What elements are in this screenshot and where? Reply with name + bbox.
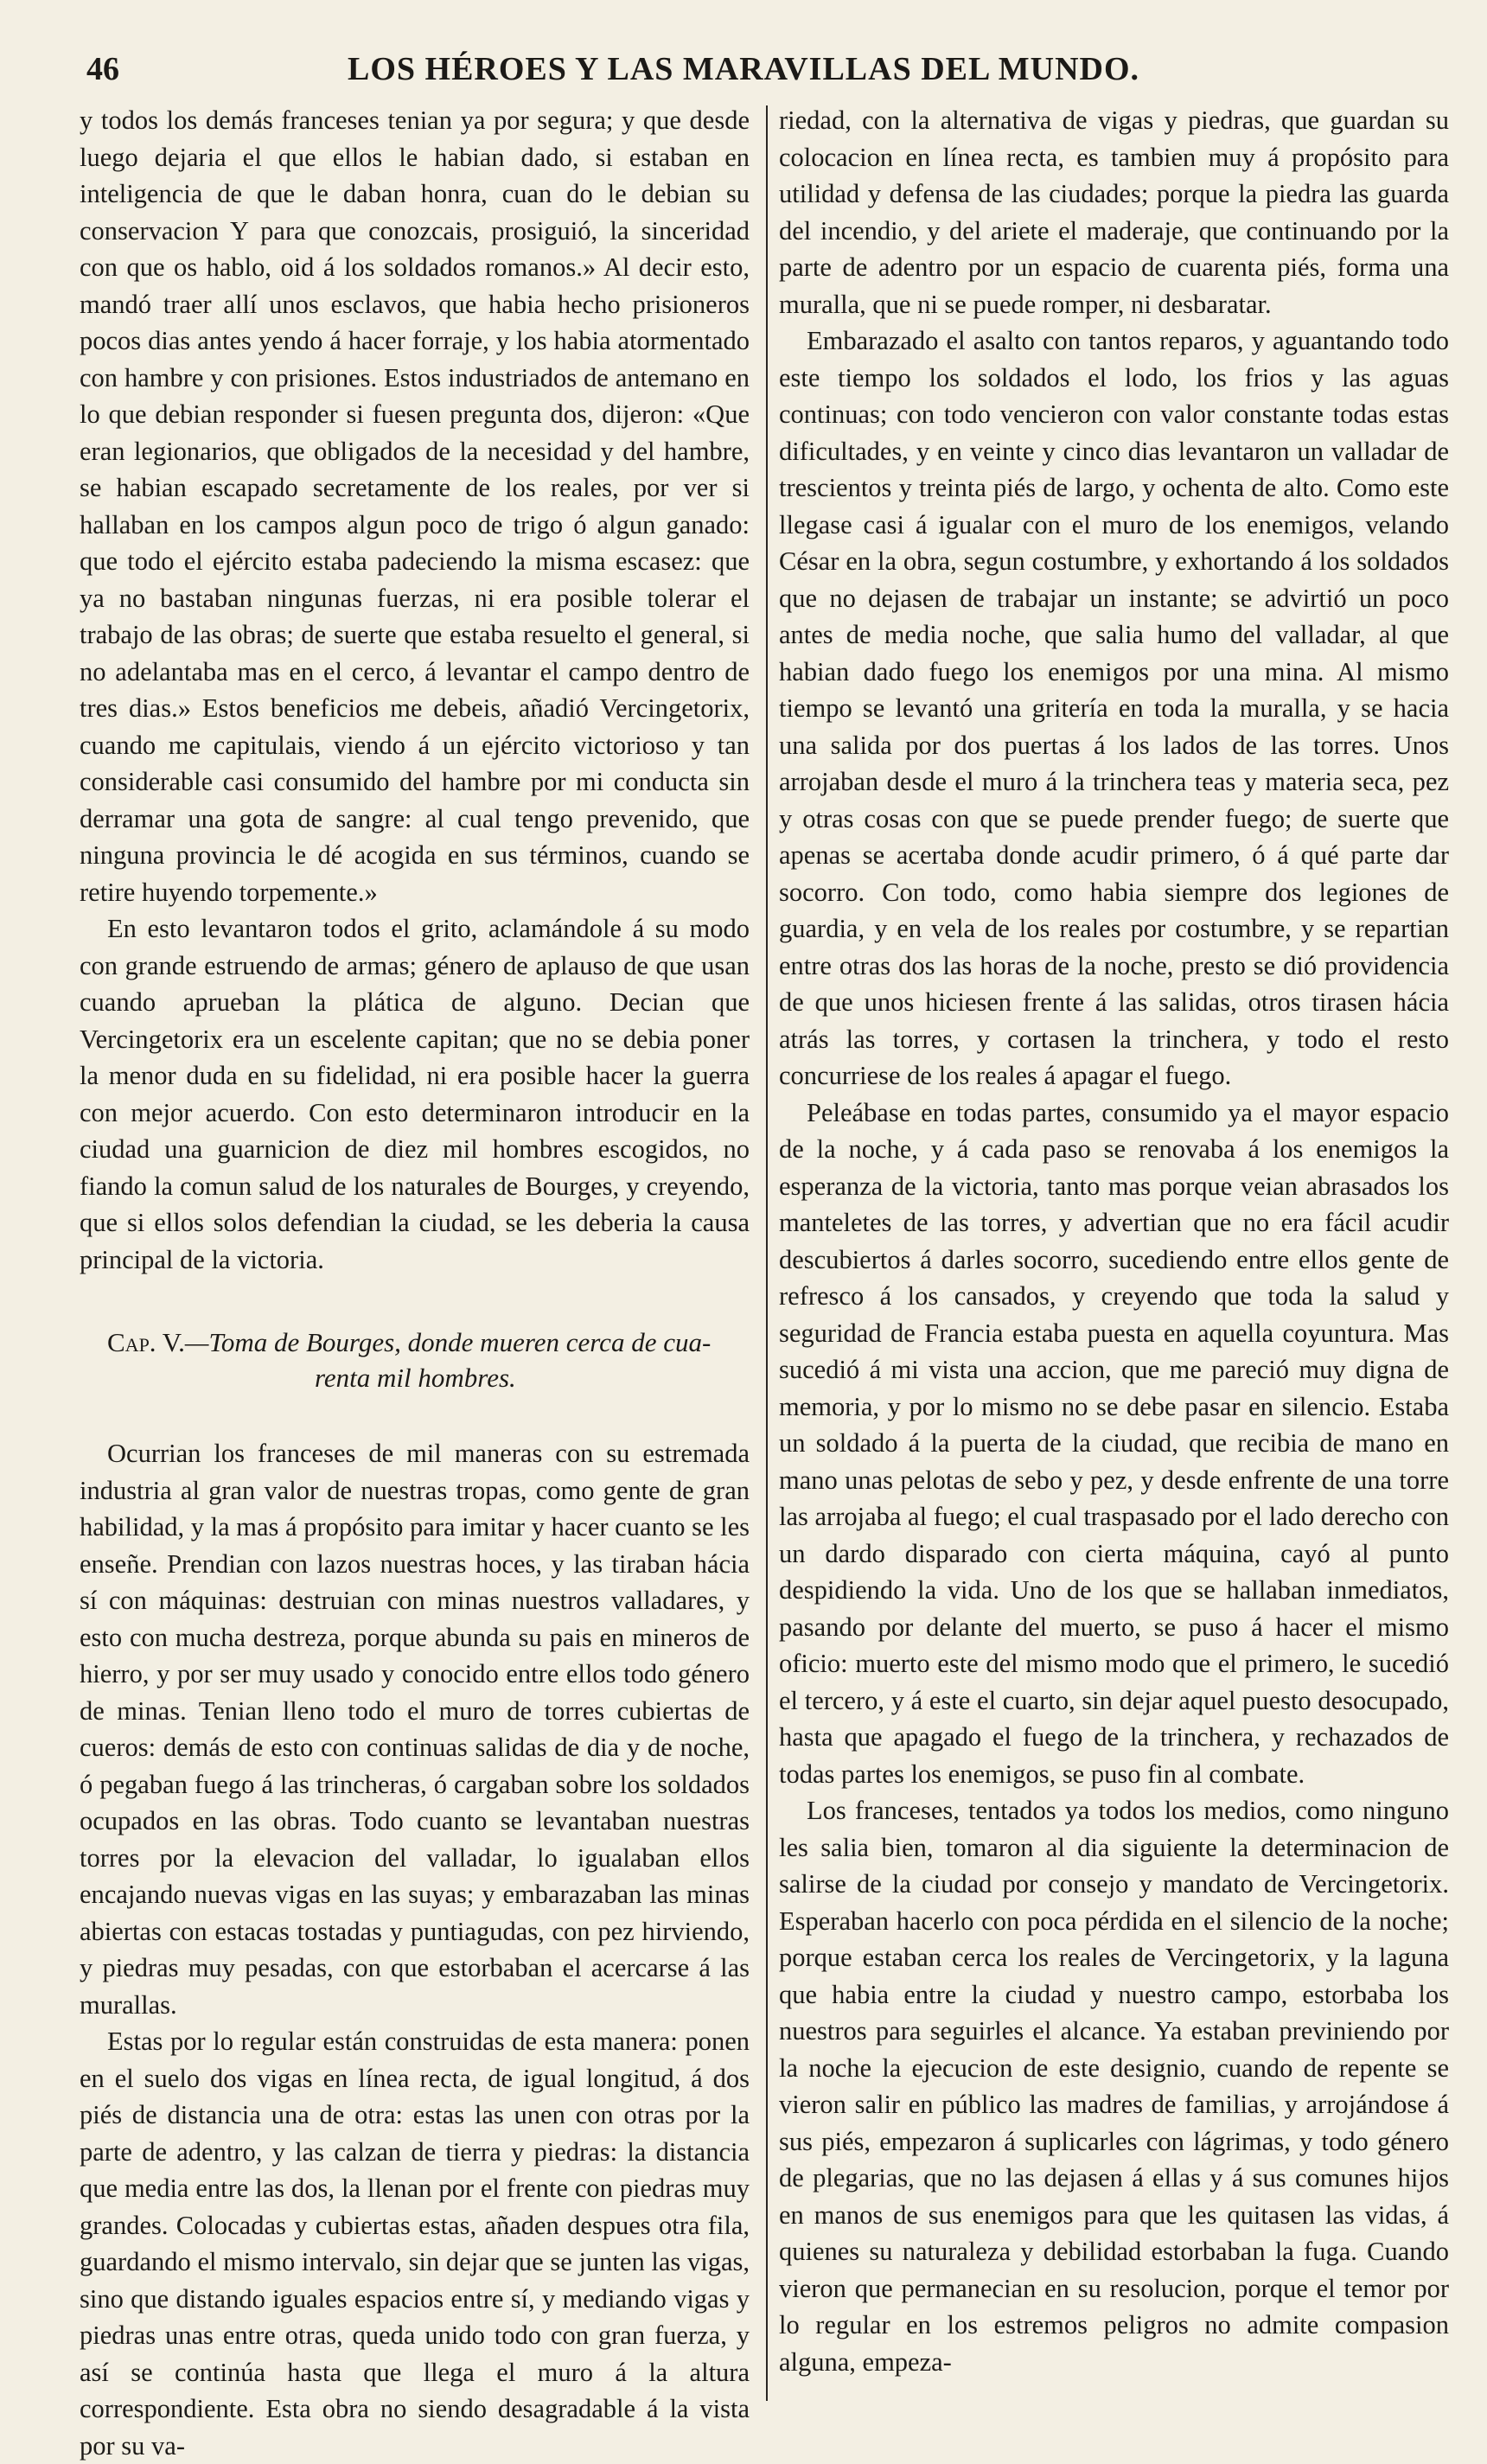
paragraph: Embarazado el asalto con tantos reparos, y aguantando todo este tiempo los soldados el lodo, los frios y las aguas continuas; con todo vencieron con valor constante todas estas dificultades, y en veinte y cinco dias levantaron un valladar de trescientos y treinta piés de largo, y ochenta de alto. Como este llegase casi á igualar con el muro de los enemigos, velando César en la obra, segun costumbre, y exhortando á los soldados que no dejasen de trabajar un instante; se advirtió un poco antes de media noche, que salia humo del valladar, al que habian dado fuego los enemigos por una mina. Al mismo tiempo se levantó una gritería en toda la muralla, y se hacia una salida por dos puertas á los lados de las torres. Unos arrojaban desde el muro á la trinchera teas y materia seca, pez y otras cosas con que se puede prender fuego; de suerte que apenas se acertaba donde acudir primero, ó á qué parte dar socorro. Con todo, como habia siempre dos legiones de guardia, y en vela de los reales por costumbre, y se repartian entre otras dos las horas de la noche, presto se dió providencia de que unos hiciesen frente á las salidas, otros tirasen hácia atrás las torres, y cortasen la trinchera, y todo el resto concurriese de los reales á apagar el fuego. [779,326,1449,1090]
column-divider [766,105,768,2401]
right-column [779,102,1449,2402]
page-number: 46 [86,51,119,87]
paragraph: Ocurrian los franceses de mil maneras con su estremada industria al gran valor de nuestras tropas, como gente de gran habilidad, y la mas á propósito para imitar y hacer cuanto se les enseñe. Prendian con lazos nuestras hoces, y las tiraban hácia sí con máquinas: destruian con minas nuestros valladares, y esto con mucha destreza, porque abunda su pais en mineros de hierro, y por ser muy usado y conocido entre ellos todo género de minas. Tenian lleno todo el muro de torres cubiertas de cueros: demás de esto con continuas salidas de dia y de noche, ó pegaban fuego á las trincheras, ó cargaban sobre los soldados ocupados en las obras. Todo cuanto se levantaban nuestras torres por la elevacion del valladar, lo igualaban ellos encajando nuevas vigas en las suyas; y embarazaban las minas abiertas con estacas tostadas y puntiagudas, con pez hirviendo, y piedras muy pesadas, con que estorbaban el acercarse á las murallas. [80,1439,750,2020]
chapter-label: Cap. V. [107,1327,185,1357]
paragraph: y todos los demás franceses tenian ya por segura; y que desde luego dejaria el que ellos le habian dado, si estaban en inteligencia de que le daban honra, cuan do le debian su conservacion Y para que conozcais, prosiguió, la sinceridad con que os hablo, oid á los soldados romanos.» Al decir esto, mandó traer allí unos esclavos, que habia hecho prisioneros pocos dias antes yendo á hacer forraje, y los habia atormentado con hambre y con prisiones. Estos industriados de antemano en lo que debian responder si fuesen pregunta dos, dijeron: «Que eran legionarios, que obligados de la necesidad y del hambre, se habian escapado secretamente de los reales, por ver si hallaban en los campos algun poco de trigo ó algun ganado: que todo el ejército estaba padeciendo la misma escasez: que ya no bastaban ningunas fuerzas, ni era posible tolerar el trabajo de las obras; de suerte que estaba resuelto el general, si no adelantaba mas en el cerco, á levantar el campo dentro de tres dias.» Estos beneficios me debeis, añadió Vercingetorix, cuando me capitulais, viendo á un ejército victorioso y tan considerable casi consumido del hambre por mi conducta sin derramar una gota de sangre: al cual tengo prevenido, que ninguna provincia le dé acogida en sus términos, cuando se retire huyendo torpemente.» [80,105,750,907]
running-title: LOS HÉROES Y LAS MARAVILLAS DEL MUNDO. [347,51,1140,87]
page-header [86,50,1401,102]
chapter-title-continued: renta mil hombres. [315,1363,516,1393]
left-column [80,102,750,2461]
paragraph: Peleábase en todas partes, consumido ya el mayor espacio de la noche, y á cada paso se renovaba á los enemigos la esperanza de la victoria, tanto mas porque veian abrasados los manteletes de las torres, y advertian que no era fácil acudir descubiertos á darles socorro, sucediendo entre ellos gente de refresco á los cansados, y creyendo que toda la salud y seguridad de Francia estaba puesta en aquella coyuntura. Mas sucedió á mi vista una accion, que me pareció muy digna de memoria, y por lo mismo no se debe pasar en silencio. Estaba un soldado á la puerta de la ciudad, que recibia de mano en mano unas pelotas de sebo y pez, y desde enfrente de una torre las arrojaba al fuego; el cual traspasado por el lado derecho con un dardo disparado con cierta máquina, cayó al punto despidiendo la vida. Uno de los que se hallaban inmediatos, pasando por delante del muerto, se puso á hacer el mismo oficio: muerto este del mismo modo que el primero, le sucedió el tercero, y á este el cuarto, sin dejar aquel puesto desocupado, hasta que apagado el fuego de la trinchera, y rechazados de todas partes los enemigos, se puso fin al combate. [779,1097,1449,1789]
chapter-title: —Toma de Bourges, donde mueren cerca de cua- [184,1327,712,1357]
paragraph: riedad, con la alternativa de vigas y piedras, que guardan su colocacion en línea recta, es tambien muy á propósito para utilidad y defensa de las ciudades; porque la piedra las guarda del incendio, y del ariete el maderaje, que continuando por la parte de adentro por un espacio de cuarenta piés, forma una muralla, que ni se puede romper, ni desbaratar. [779,105,1449,319]
paragraph: Los franceses, tentados ya todos los medios, como ninguno les salia bien, tomaron al dia siguiente la determinacion de salirse de la ciudad por consejo y mandato de Vercingetorix. Esperaban hacerlo con poca pérdida en el silencio de la noche; porque estaban cerca los reales de Vercingetorix, y la laguna que habia entre la ciudad y nuestro campo, estorbaba los nuestros para seguirles el alcance. Ya estaban previniendo por la noche la ejecucion de este designio, cuando de repente se vieron salir en público las madres de familias, y arrojándose á sus piés, empezaron á suplicarles con lágrimas, y todo género de plegarias, que no las dejasen á ellas y á sus comunes hijos en manos de sus enemigos para que les quitasen las vidas, á quienes su naturaleza y debilidad estorbaban la fuga. Cuando vieron que permanecian en su resolucion, porque el temor por lo regular en los estremos peligros no admite compasion alguna, empeza- [779,1796,1449,2377]
paragraph: En esto levantaron todos el grito, aclamándole á su modo con grande estruendo de armas; género de aplauso de que usan cuando aprueban la plática de alguno. Decian que Vercingetorix era un escelente capitan; que no se debia poner la menor duda en su fidelidad, ni era posible hacer la guerra con mejor acuerdo. Con esto determinaron introducir en la ciudad una guarnicion de diez mil hombres escogidos, no fiando la comun salud de los naturales de Bourges, y creyendo, que si ellos solos defendian la ciudad, se les deberia la causa principal de la victoria. [80,914,750,1274]
chapter-heading [80,1325,750,1395]
paragraph: Estas por lo regular están construidas de esta manera: ponen en el suelo dos vigas en línea recta, de igual longitud, á dos piés de distancia una de otra: estas las unen con otras por la parte de adentro, y las calzan de tierra y piedras: la distancia que media entre las dos, la llenan por el frente con piedras muy grandes. Colocadas y cubiertas estas, añaden despues otra fila, guardando el mismo intervalo, sin dejar que se junten las vigas, sino que distando iguales espacios entre sí, y mediando vigas y piedras unas entre otras, queda unido todo con gran fuerza, y así se continúa hasta que llega el muro á la altura correspondiente. Esta obra no siendo desagradable á la vista por su va- [80,2027,750,2461]
